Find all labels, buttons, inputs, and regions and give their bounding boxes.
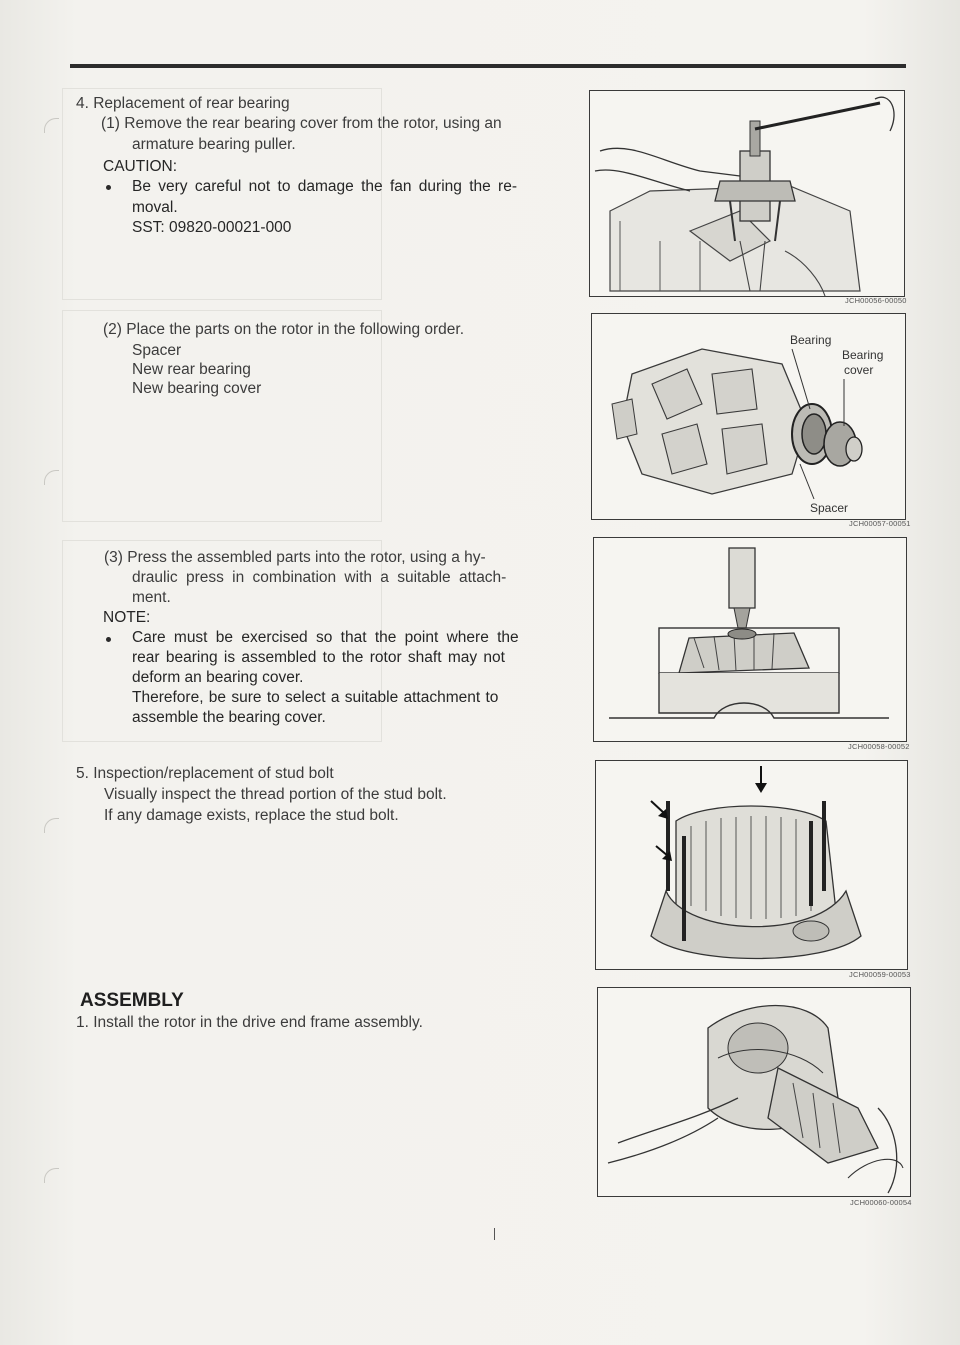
step-3-text-cont: draulic press in combination with a suitable attach-: [132, 569, 507, 586]
step-2-text: (2) Place the parts on the rotor in the following order.: [103, 321, 465, 338]
note-text-cont3: Therefore, be sure to select a suitable attachment to: [132, 689, 499, 706]
bleed-through-box: [62, 310, 382, 522]
step-2-item-cover: New bearing cover: [132, 380, 262, 397]
note-label: NOTE:: [103, 609, 151, 626]
step-2-item-bearing: New rear bearing: [132, 361, 251, 378]
hydraulic-press-illustration: [594, 538, 906, 741]
figure-rotor-parts: [591, 313, 906, 520]
figure-code: JCH00056-00050: [845, 296, 907, 305]
caution-text-cont: moval.: [132, 199, 178, 216]
header-rule: [70, 64, 906, 68]
label-bearing-cover-1: Bearing: [842, 348, 884, 362]
label-bearing: Bearing: [790, 333, 832, 347]
figure-stud-bolt: [595, 760, 908, 970]
step-3-text: (3) Press the assembled parts into the rotor, using a hy-: [104, 549, 486, 566]
bearing-puller-illustration: [590, 91, 904, 296]
caution-text: Be very careful not to damage the fan during the re-: [132, 178, 517, 195]
bullet-icon: [106, 185, 111, 190]
step-2-item-spacer: Spacer: [132, 342, 182, 359]
rotor-install-illustration: [598, 988, 910, 1196]
note-text-cont2: deform an bearing cover.: [132, 669, 304, 686]
note-text: Care must be exercised so that the point where the: [132, 629, 519, 646]
section-4-title: 4. Replacement of rear bearing: [76, 95, 290, 112]
bullet-icon: [106, 637, 111, 642]
sst-number: SST: 09820-00021-000: [132, 219, 292, 236]
assembly-heading: ASSEMBLY: [80, 990, 184, 1011]
note-text-cont4: assemble the bearing cover.: [132, 709, 326, 726]
step-1-text-cont: armature bearing puller.: [132, 136, 296, 153]
note-text-cont: rear bearing is assembled to the rotor shaft may not: [132, 649, 505, 666]
figure-bearing-puller: [589, 90, 905, 297]
label-spacer: Spacer: [810, 501, 849, 515]
figure-code: JCH00060-00054: [850, 1198, 912, 1207]
assembly-step-1: 1. Install the rotor in the drive end frame assembly.: [76, 1014, 423, 1031]
figure-hydraulic-press: [593, 537, 907, 742]
page-number-mark: [494, 1228, 495, 1240]
stud-bolt-illustration: [596, 761, 907, 969]
figure-code: JCH00057-00051: [849, 519, 911, 528]
step-3-text-cont2: ment.: [132, 589, 171, 606]
figure-code: JCH00059-00053: [849, 970, 911, 979]
figure-rotor-install: [597, 987, 911, 1197]
section-5-text: Visually inspect the thread portion of the stud bolt.: [104, 786, 447, 803]
caution-label: CAUTION:: [103, 158, 178, 175]
section-5-text-cont: If any damage exists, replace the stud bolt.: [104, 807, 399, 824]
figure-code: JCH00058-00052: [848, 742, 910, 751]
step-1-text: (1) Remove the rear bearing cover from the rotor, using an: [101, 115, 502, 132]
section-5-title: 5. Inspection/replacement of stud bolt: [76, 765, 334, 782]
label-bearing-cover-2: cover: [844, 363, 874, 377]
rotor-parts-illustration: [592, 314, 905, 519]
